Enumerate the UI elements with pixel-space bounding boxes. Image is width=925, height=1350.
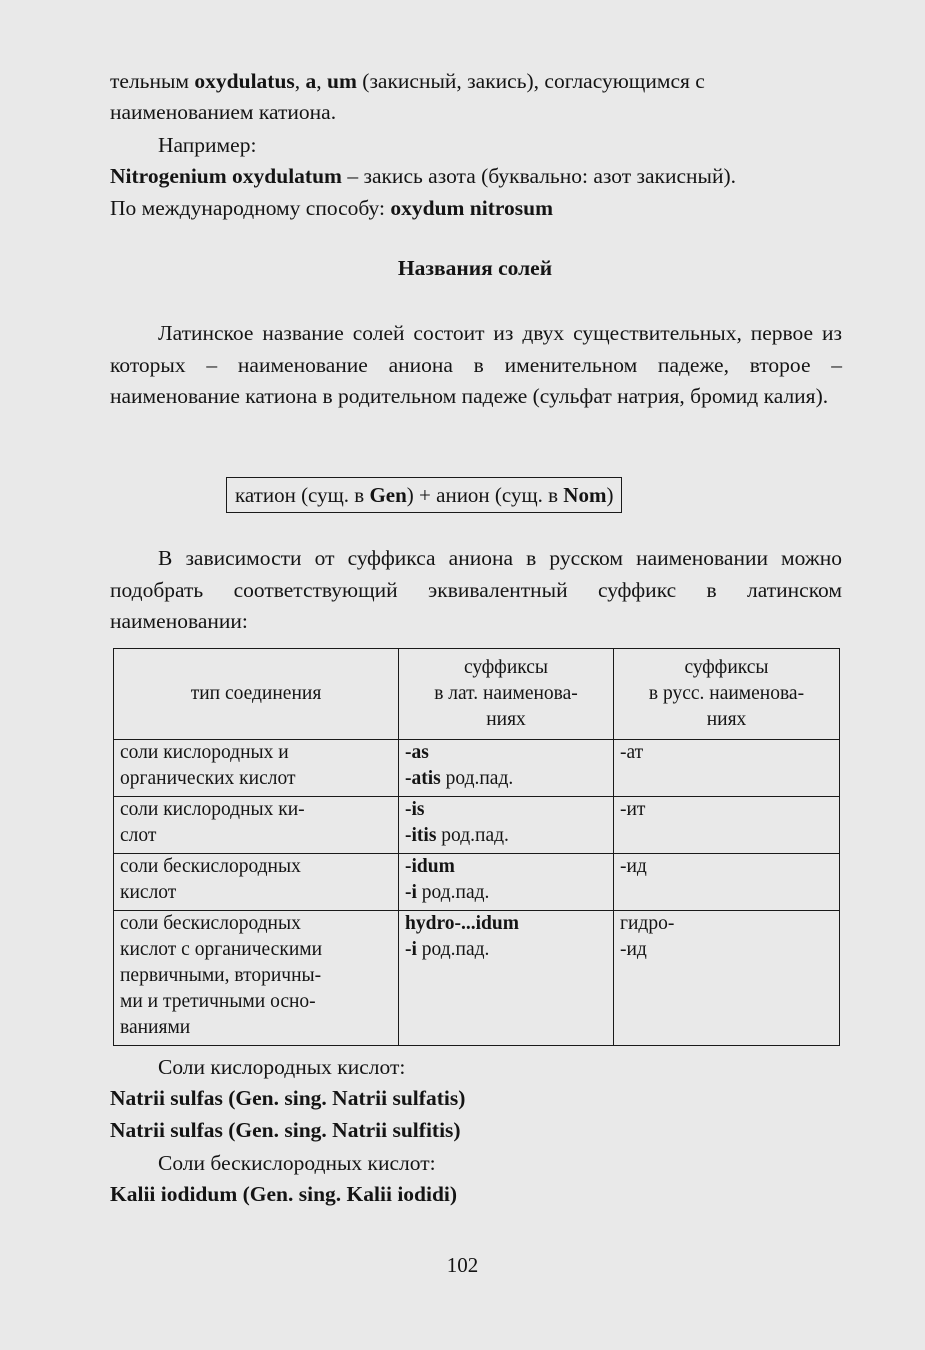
table-row [114, 740, 840, 797]
paragraph-suffix-intro: В зависимости от суффикса аниона в русском наименовании можно подобрать соответствующий эквивалентный суффикс в латинском наименовании: [110, 546, 842, 633]
suffix-table [113, 648, 840, 1046]
example-term-line: Nitrogenium oxydulatum – закись азота (буквально: азот закисный). [110, 164, 736, 188]
example-label: Например: [158, 133, 257, 157]
table-row [114, 797, 840, 854]
example-intl-line: По международному способу: oxydum nitrosum [110, 196, 554, 220]
cell-type: соли бескислородных кислот с органическими первичными, вторичны- ми и третичными осно- ваниями [114, 911, 399, 1046]
cell-russian-suffix: -ат [614, 740, 840, 797]
cell-latin-suffix: -is -itis род.пад. [399, 797, 614, 854]
cell-type: соли кислородных и органических кислот [114, 740, 399, 797]
header-russian-suffixes: суффиксы в русс. наименова- ниях [614, 649, 840, 740]
table-header-row [114, 649, 840, 740]
intro-line-1: тельным oxydulatus, a, um (закисный, закись), согласующимся с [110, 69, 705, 93]
page-number: 102 [446, 1253, 479, 1277]
cell-russian-suffix: -ит [614, 797, 840, 854]
intro-line-2: наименованием катиона. [110, 100, 337, 124]
cell-russian-suffix: -ид [614, 854, 840, 911]
oxy-example-2: Natrii sulfas (Gen. sing. Natrii sulfitis) [110, 1118, 461, 1142]
oxy-example-1: Natrii sulfas (Gen. sing. Natrii sulfatis) [110, 1086, 466, 1110]
cell-latin-suffix: -as -atis род.пад. [399, 740, 614, 797]
cell-latin-suffix: -idum -i род.пад. [399, 854, 614, 911]
cell-latin-suffix: hydro-...idum -i род.пад. [399, 911, 614, 1046]
cell-russian-suffix: гидро- -ид [614, 911, 840, 1046]
header-type: тип соединения [114, 649, 399, 740]
cell-type: соли кислородных ки- слот [114, 797, 399, 854]
section-title: Названия солей [397, 256, 553, 280]
nonoxy-example-1: Kalii iodidum (Gen. sing. Kalii iodidi) [110, 1182, 458, 1206]
oxy-acid-salts-label: Соли кислородных кислот: [158, 1055, 406, 1079]
salt-formula-box: катион (сущ. в Gen) + анион (сущ. в Nom) [226, 477, 622, 513]
paragraph-salts-intro: Латинское название солей состоит из двух существительных, первое из которых – наименование аниона в именительном падеже, второе – наименование катиона в родительном падеже (сульфат натрия, бромид калия). [110, 321, 842, 408]
nonoxy-acid-salts-label: Соли бескислородных кислот: [158, 1151, 436, 1175]
table-row [114, 854, 840, 911]
table-row [114, 911, 840, 1046]
header-latin-suffixes: суффиксы в лат. наименова- ниях [399, 649, 614, 740]
cell-type: соли бескислородных кислот [114, 854, 399, 911]
